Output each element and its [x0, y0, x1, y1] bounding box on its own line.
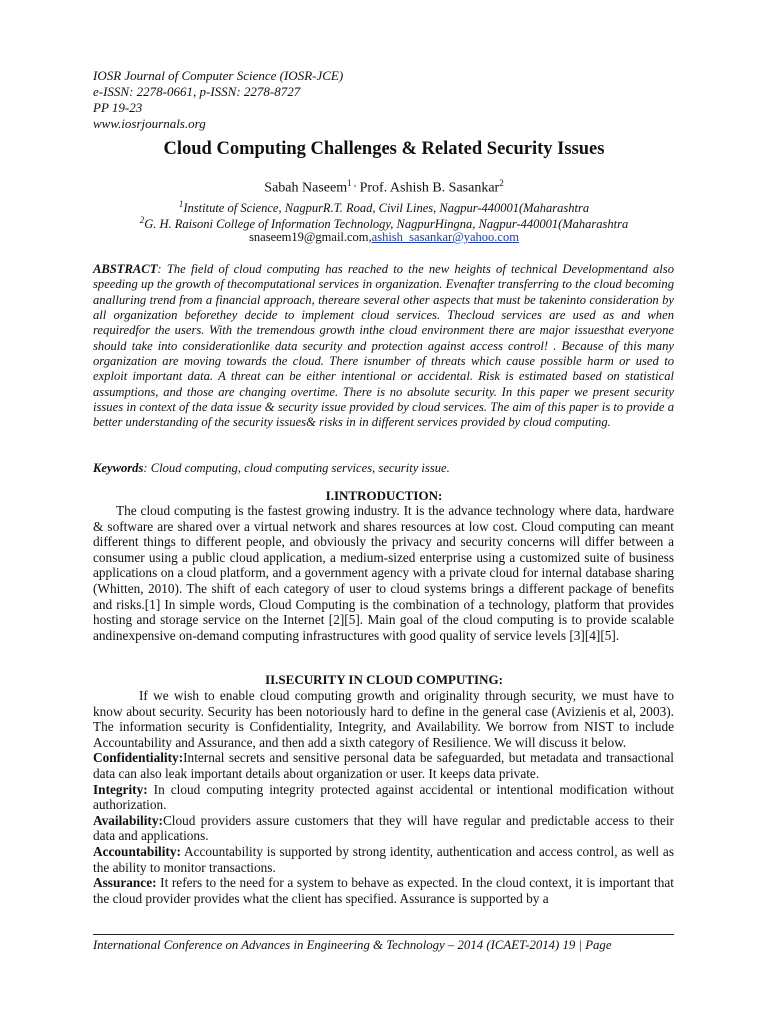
author-2-sup: 2: [499, 178, 504, 188]
term-accountability: [93, 844, 674, 875]
keywords: [93, 461, 674, 476]
section-2-intro: If we wish to enable cloud computing growth and originality through security, we must have to know about security. Security has been notoriously hard to define in the general case (Avizienis et al, 2003). The information security is Confidentiality, Integrity, and Availability. We borrow from NIST to include Accountability and Assurance, and then add a sixth category of Resilience. We will discuss it below.: [93, 688, 674, 750]
abstract-text: : The field of cloud computing has reached to the new heights of technical Developmentand also speeding up the growth of thecomputational services in organization. Evenafter transferring to the cloud becoming analluring trend from a financial approach, thereare several other aspects that must be takeninto consideration by all organization beforethey decide to implement cloud services. Thecloud services are used as and when requiredfor the users. With the tremendous growth inthe cloud environment there are major issuesthat everyone should take into considerationlike data security and protection against access control! . Because of this many organization are moving towards the cloud. There isnumber of threats which cause possible harm or used to exploit important data. A threat can be either intentional or accidental. Risk is estimated based on statistical assumptions, and those are changing overtime. There is no absolute security. In this paper we present security issues in context of the data issue & security issue provided by cloud services. The aim of this paper is to provide a better understanding of the security issues& risks in in different services provided by cloud computing.: [93, 262, 674, 430]
keywords-label: Keywords: [93, 461, 144, 475]
term-text: In cloud computing integrity protected against accidental or intentional modification without authorization.: [93, 781, 674, 813]
term-label: Integrity:: [93, 781, 148, 797]
journal-header: [93, 68, 593, 132]
section-2-body: [93, 688, 674, 906]
author-line: [0, 178, 768, 197]
term-text: It refers to the need for a system to behave as expected. In the cloud context, it is important that the cloud provider provides what the client has specified. Assurance is supported by a: [93, 875, 674, 906]
journal-website[interactable]: www.iosrjournals.org: [93, 116, 206, 131]
term-label: Assurance:: [93, 875, 157, 891]
term-availability: [93, 813, 674, 844]
email-2-link[interactable]: ashish_sasankar@yahoo.com: [371, 230, 519, 244]
author-1-sup: 1 ,: [347, 178, 357, 188]
email-1: snaseem19@gmail.com,: [249, 230, 372, 244]
footer-divider: [93, 934, 674, 935]
term-label: Confidentiality:: [93, 750, 184, 766]
term-confidentiality: [93, 750, 674, 781]
paper-title: Cloud Computing Challenges & Related Security Issues: [163, 139, 605, 159]
section-1-body: The cloud computing is the fastest growing industry. It is the advance technology where data, hardware & software are shared over a virtual network and shares resources at low cost. Cloud computing can meant different things to different people, and obviously the privacy and security concerns will differ between a consumer using a public cloud application, a medium-sized enterprise using a customized suite of business applications on a cloud platform, and a government agency with a private cloud for internal database sharing (Whitten, 2010). The shift of each category of user to cloud systems brings a different package of benefits and risks.[1] In simple words, Cloud Computing is the combination of a technology, platform that provides hosting and storage service on the Internet [2][5]. Main goal of the cloud computing is to provide scalable andinexpensive on-demand computing infrastructures with good quality of service levels [3][4][5].: [93, 503, 674, 643]
affiliation-2-sup: 2: [139, 215, 145, 225]
journal-pages: PP 19-23: [93, 100, 143, 115]
abstract: [93, 262, 674, 431]
journal-issn: e-ISSN: 2278-0661, p-ISSN: 2278-8727: [93, 84, 301, 99]
affiliation-1-text: Institute of Science, NagpurR.T. Road, Civil Lines, Nagpur-440001(Maharashtra: [183, 201, 590, 216]
page-footer: International Conference on Advances in Engineering & Technology – 2014 (ICAET-2014) 19 | Page: [93, 938, 612, 952]
term-label: Accountability:: [93, 843, 181, 859]
author-emails: [0, 230, 768, 245]
section-2-heading: II.SECURITY IN CLOUD COMPUTING:: [265, 672, 503, 687]
author-2: Prof. Ashish B. Sasankar: [356, 180, 500, 196]
affiliation-1: [0, 199, 768, 216]
abstract-label: ABSTRACT: [93, 262, 158, 276]
term-text: Internal secrets and sensitive personal data be safeguarded, but metadata and transactional data can also leak important details about organization or user. It keeps data private.: [93, 750, 674, 781]
journal-name: IOSR Journal of Computer Science (IOSR-JCE): [93, 68, 344, 83]
term-text: Accountability is supported by strong identity, authentication and access control, as well as the ability to monitor transactions.: [93, 843, 674, 875]
affiliation-2-text: G. H. Raisoni College of Information Technology, NagpurHingna, Nagpur-440001(Maharashtra: [144, 217, 629, 232]
term-integrity: [93, 782, 674, 813]
author-1: Sabah Naseem: [264, 180, 348, 196]
term-label: Availability:: [93, 812, 163, 828]
term-text: Cloud providers assure customers that they will have regular and predictable access to their data and applications.: [93, 812, 674, 844]
affiliation-1-sup: 1: [178, 199, 184, 209]
term-assurance: [93, 875, 674, 906]
keywords-text: : Cloud computing, cloud computing services, security issue.: [143, 461, 450, 475]
section-1-heading: I.INTRODUCTION:: [325, 488, 443, 503]
